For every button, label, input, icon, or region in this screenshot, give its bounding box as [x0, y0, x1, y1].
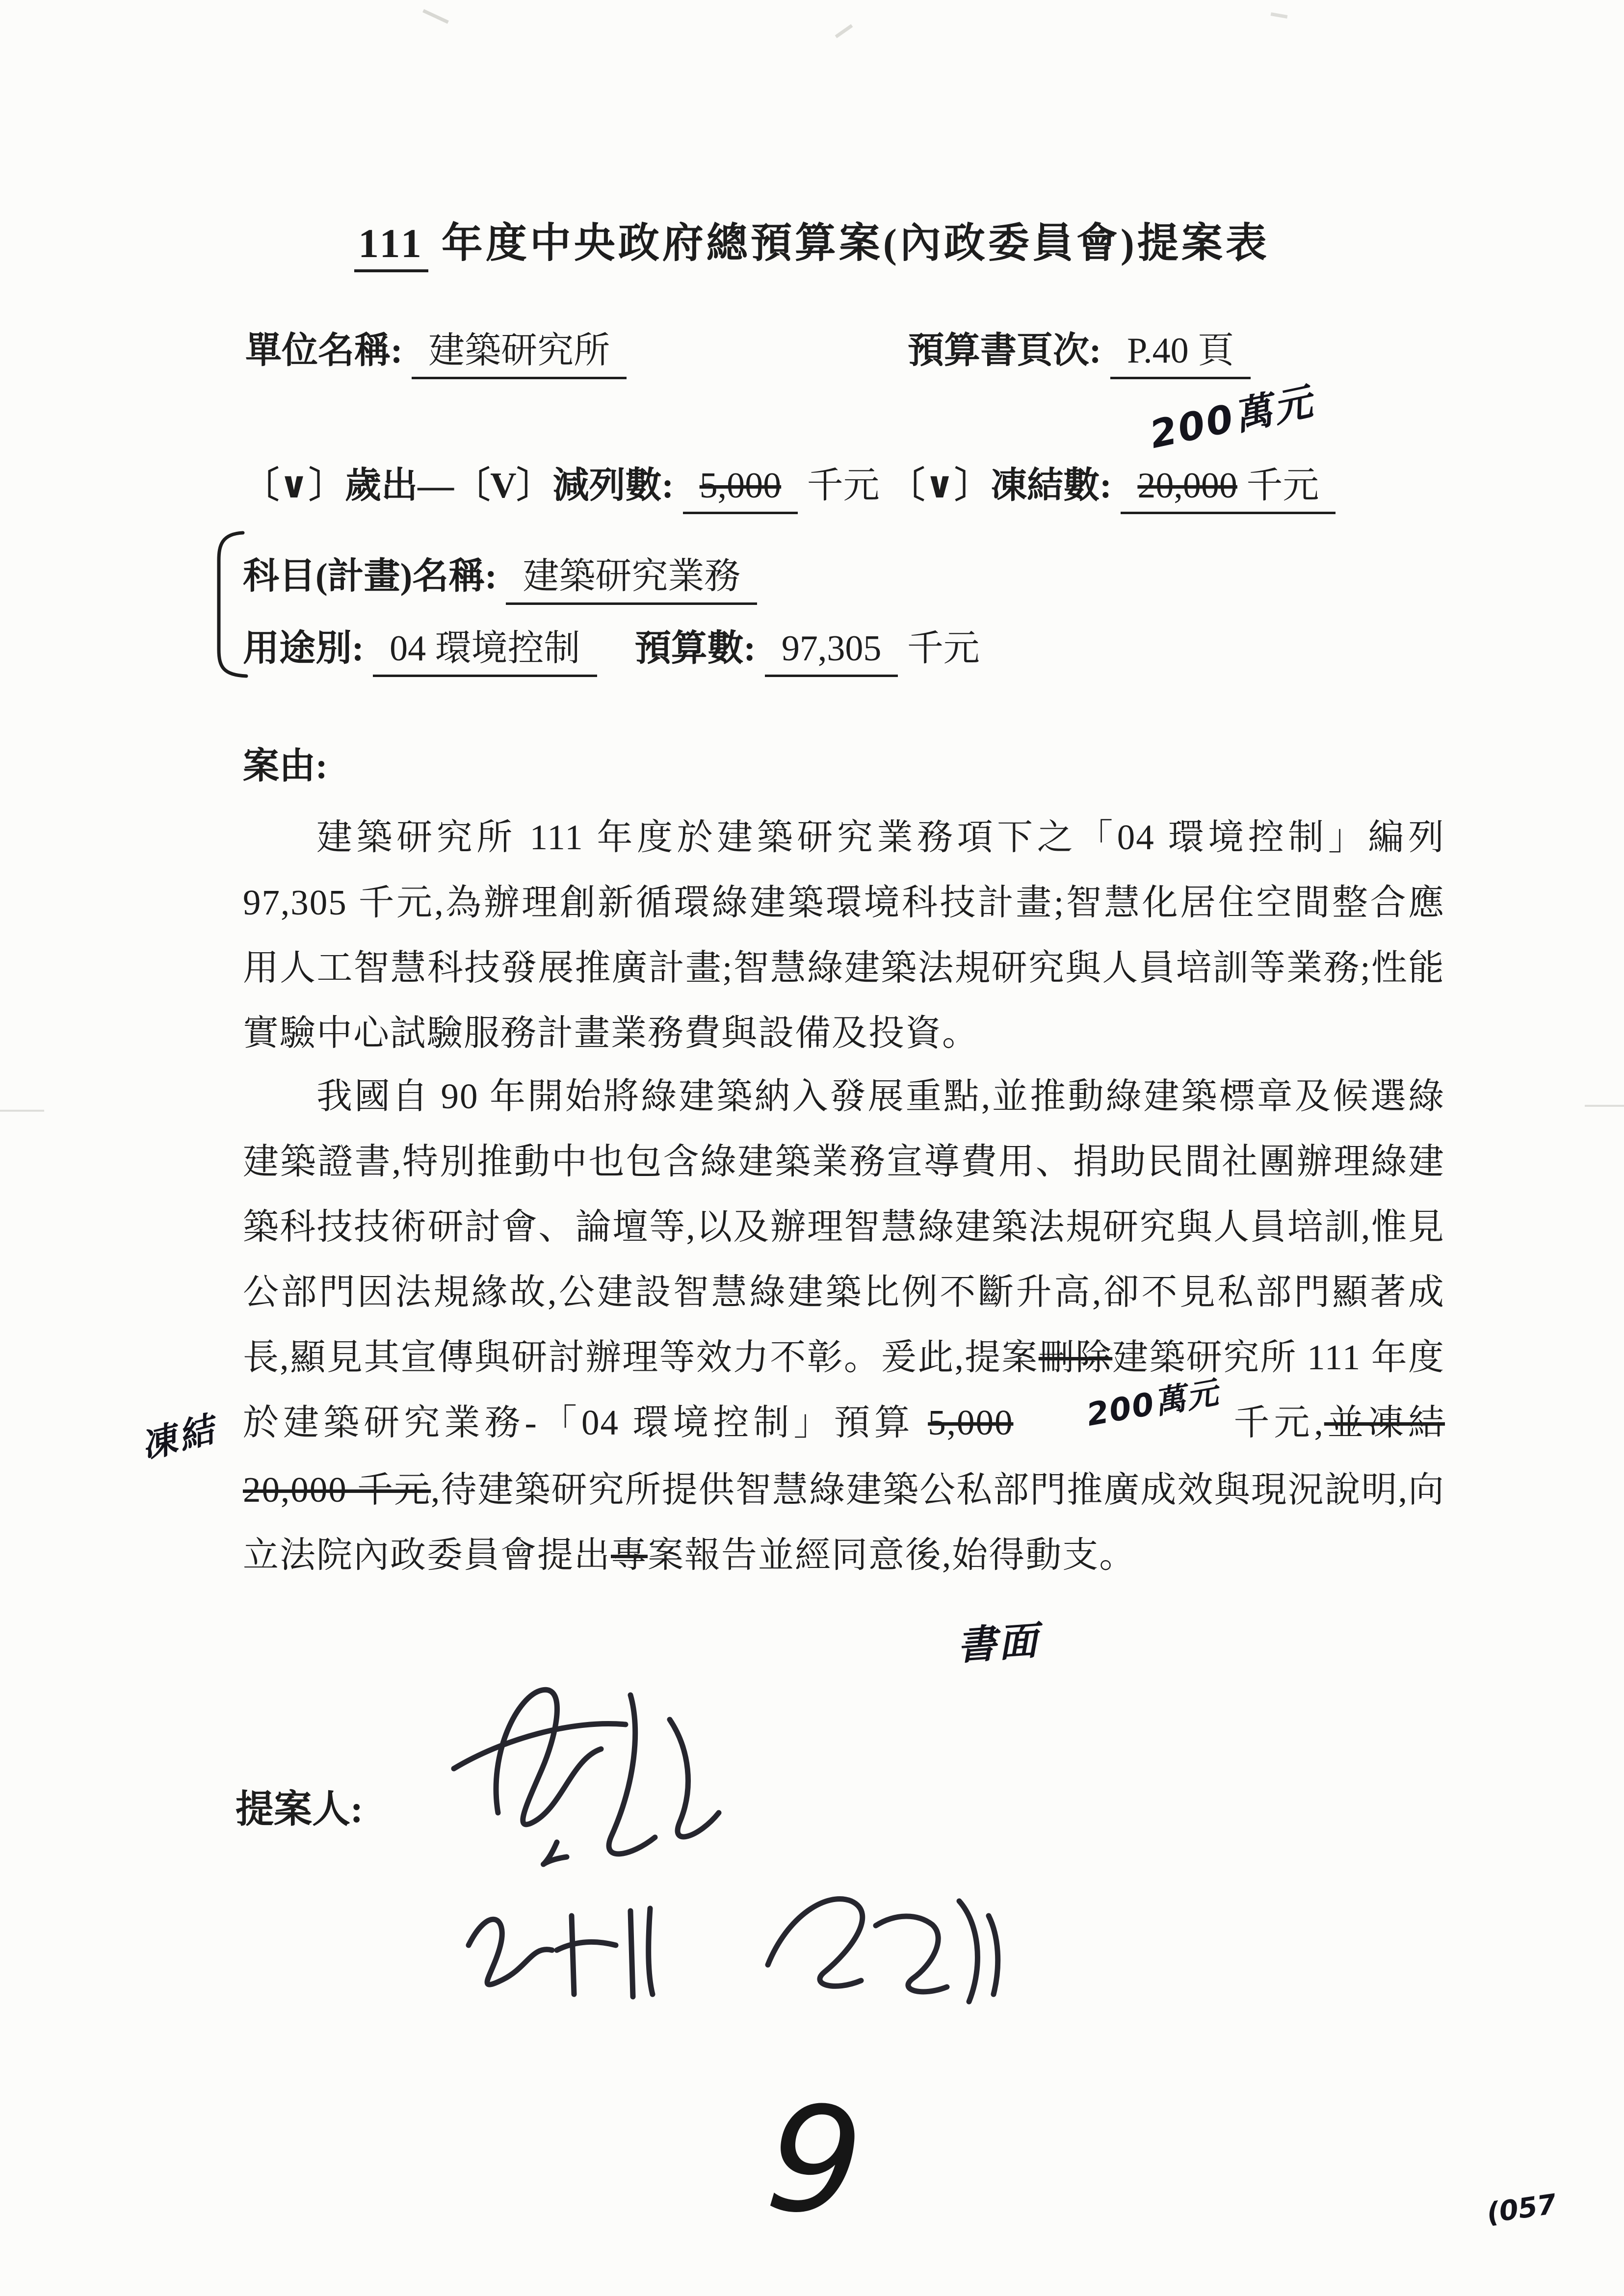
check-line-cut-label: 〔∨〕歲出—〔V〕減列數: [243, 466, 674, 506]
page-number: 9 [760, 2071, 869, 2250]
handwritten-report-type: 書面 [955, 1618, 1041, 1669]
handwritten-freeze-margin: 凍結 [136, 1408, 221, 1467]
paragraph-2-text: 千元, [1220, 1403, 1324, 1442]
subject-label: 科目(計畫)名稱: [243, 556, 497, 597]
document-title-year: 111 [354, 221, 428, 272]
paragraph-2-text: ,待建築研究所提供智慧綠建築公私部門推廣成效與現況說明,向立法院內政委員會提出 [243, 1470, 1445, 1575]
case-paragraph-1: 建築研究所 111 年度於建築研究業務項下之「04 環境控制」編列 97,305 千元,為辦理創新循環綠建築環境科技計畫;智慧化居住空間整合應用人工智慧科技發展推廣計畫;智慧綠建築法規研究與人員培訓等業務;性能實驗中心試驗服務計畫業務費與設備及投資。 [243, 817, 1445, 1053]
corner-mark: (057 [1485, 2188, 1559, 2230]
paragraph-2-text: 建築研究所 111 年度於建築研究業務-「04 環境控制」預算 [243, 1337, 1445, 1442]
subject-row [243, 547, 757, 599]
case-heading: 案由: [243, 746, 328, 786]
paragraph-2-text: 案報告並經同意後,始得動支。 [648, 1535, 1136, 1575]
handwritten-amount-header: 200萬元 [1146, 379, 1318, 458]
subject-value: 建築研究業務 [506, 556, 757, 605]
proposer-label: 提案人: [236, 1788, 363, 1830]
budget-page-value: P.40 頁 [1110, 331, 1251, 379]
struck-delete-word: 刪除 [1038, 1337, 1113, 1377]
unit-name-value: 建築研究所 [412, 331, 627, 379]
paragraph-2-text: 我國自 90 年開始將綠建築納入發展重點,並推動綠建築標章及候選綠建築證書,特別推動中也包含綠建築業務宣導費用、捐助民間社團辦理綠建築科技技術研討會、論壇等,以及辦理智慧綠建築法規研究與人員培訓,惟見公部門因法規緣故,公建設智慧綠建築比例不斷升高,卻不見私部門顯著成長,顯見其宣傳與研討辦理等效力不彰。爰此,提案 [243, 1076, 1445, 1377]
check-line [243, 456, 1336, 508]
unit-name-row [245, 321, 627, 373]
freeze-amount-value: 20,000 [1137, 466, 1237, 506]
signatures [393, 1648, 1104, 2031]
unit-name-label: 單位名稱: [245, 331, 403, 371]
scan-artifact [422, 9, 449, 24]
signature-1 [454, 1690, 719, 1864]
budget-amount-value: 97,305 [765, 628, 898, 677]
freeze-amount-unit: 千元 [1246, 466, 1319, 506]
document-title-text: 年度中央政府總預算案(內政委員會)提案表 [428, 221, 1270, 266]
budget-page-label: 預算書頁次: [908, 331, 1101, 371]
budget-amount-unit: 千元 [907, 628, 980, 669]
check-line-freeze-label: 〔∨〕凍結數: [889, 466, 1112, 506]
struck-amount: 5,000 [928, 1403, 1014, 1442]
document-title [0, 210, 1624, 269]
struck-freeze-clause: 並凍結 20,000 千元 [243, 1403, 1445, 1510]
scan-crease [0, 1110, 44, 1112]
handwritten-amount-inline: 200萬元 [1084, 1374, 1222, 1434]
cut-amount-value: 5,000 [699, 466, 782, 506]
usage-label: 用途別: [243, 628, 364, 669]
scan-artifact [835, 24, 853, 38]
scan-crease [1585, 1105, 1624, 1107]
budget-amount-label: 預算數: [634, 628, 756, 669]
signature-3 [768, 1899, 998, 2002]
signature-2 [469, 1908, 653, 1997]
struck-report-type: 專 [611, 1535, 648, 1575]
cut-amount-unit: 千元 [807, 466, 880, 506]
case-paragraph-2 [243, 1064, 1445, 1588]
scan-artifact [1271, 12, 1288, 19]
budget-page-row [908, 321, 1251, 373]
usage-row [243, 619, 980, 671]
usage-value: 04 環境控制 [373, 628, 597, 677]
